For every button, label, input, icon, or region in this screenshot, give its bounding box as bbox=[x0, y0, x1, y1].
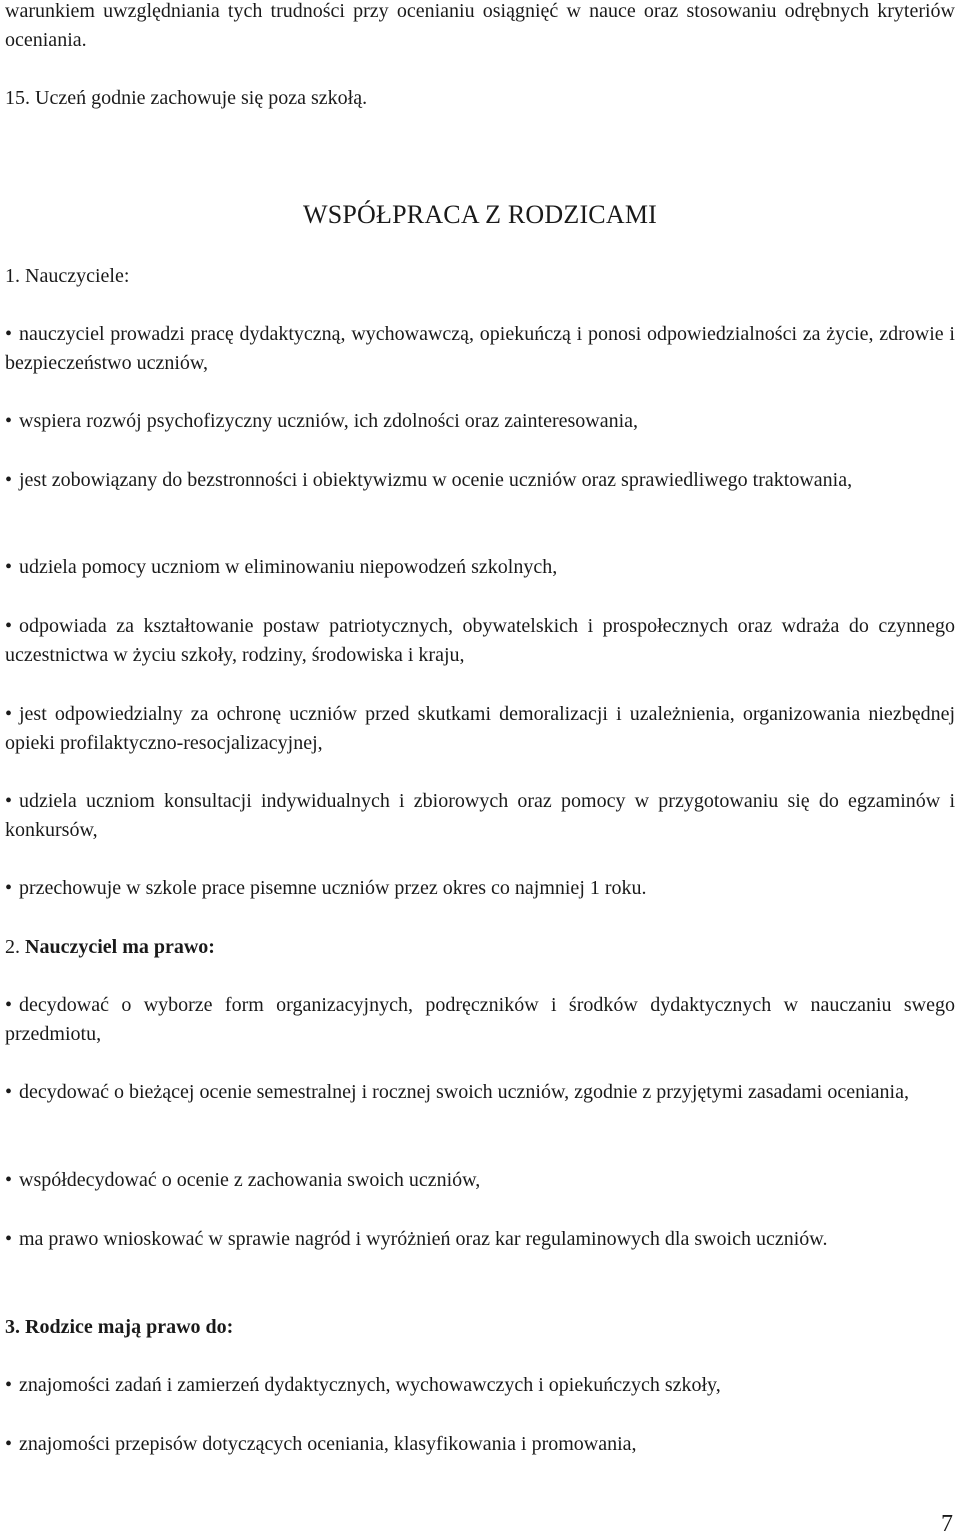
parent-rights-heading bbox=[5, 1313, 955, 1342]
teacher-rights-item-1: • decydować o wyborze form organizacyjnych, podręczników i środków dydaktycznych w nauczaniu swego przedmiotu, bbox=[5, 991, 955, 1049]
section-heading: WSPÓŁPRACA Z RODZICAMI bbox=[303, 200, 657, 229]
parent-rights-item-2: • znajomości przepisów dotyczących oceniania, klasyfikowania i promowania, bbox=[5, 1430, 955, 1459]
teachers-item-6: • jest odpowiedzialny za ochronę uczniów przed skutkami demoralizacji i uzależnienia, organizowania niezbędnej opieki profilaktyczno-resocjalizacyjnej, bbox=[5, 700, 955, 758]
teachers-item-7: • udziela uczniom konsultacji indywidualnych i zbiorowych oraz pomocy w przygotowaniu się do egzaminów i konkursów, bbox=[5, 787, 955, 845]
teacher-rights-number: 2. bbox=[5, 936, 20, 958]
item-15: 15. Uczeń godnie zachowuje się poza szkołą. bbox=[5, 87, 368, 109]
teacher-rights-item-4: • ma prawo wnioskować w sprawie nagród i wyróżnień oraz kar regulaminowych dla swoich uczniów. bbox=[5, 1225, 955, 1254]
page-number: 7 bbox=[941, 1511, 953, 1537]
teacher-rights-heading bbox=[5, 933, 955, 962]
teachers-item-8: • przechowuje w szkole prace pisemne uczniów przez okres co najmniej 1 roku. bbox=[5, 874, 955, 903]
teachers-title: Nauczyciele: bbox=[25, 265, 130, 287]
parent-rights-number: 3. bbox=[5, 1316, 20, 1338]
teacher-rights-item-3: • współdecydować o ocenie z zachowania swoich uczniów, bbox=[5, 1166, 955, 1195]
teacher-rights-item-2: • decydować o bieżącej ocenie semestralnej i rocznej swoich uczniów, zgodnie z przyjętymi zasadami oceniania, bbox=[5, 1078, 955, 1107]
teachers-item-2: • wspiera rozwój psychofizyczny uczniów, ich zdolności oraz zainteresowania, bbox=[5, 407, 955, 436]
teachers-item-5: • odpowiada za kształtowanie postaw patriotycznych, obywatelskich i prospołecznych oraz wdraża do czynnego uczestnictwa w życiu szkoły, rodziny, środowiska i kraju, bbox=[5, 612, 955, 670]
parent-rights-title: Rodzice mają prawo do: bbox=[25, 1316, 234, 1338]
teachers-heading bbox=[5, 262, 955, 291]
teacher-rights-title: Nauczyciel ma prawo: bbox=[25, 936, 215, 958]
intro-paragraph: warunkiem uwzględniania tych trudności przy ocenianiu osiągnięć w nauce oraz stosowaniu odrębnych kryteriów oceniania. bbox=[5, 0, 955, 51]
teachers-number: 1. bbox=[5, 265, 20, 287]
parent-rights-item-1: • znajomości zadań i zamierzeń dydaktycznych, wychowawczych i opiekuńczych szkoły, bbox=[5, 1371, 955, 1400]
teachers-item-1: • nauczyciel prowadzi pracę dydaktyczną, wychowawczą, opiekuńczą i ponosi odpowiedzialności za życie, zdrowie i bezpieczeństwo uczniów, bbox=[5, 320, 955, 378]
teachers-item-4: • udziela pomocy uczniom w eliminowaniu niepowodzeń szkolnych, bbox=[5, 553, 955, 582]
teachers-item-3: • jest zobowiązany do bezstronności i obiektywizmu w ocenie uczniów oraz sprawiedliwego traktowania, bbox=[5, 466, 955, 495]
